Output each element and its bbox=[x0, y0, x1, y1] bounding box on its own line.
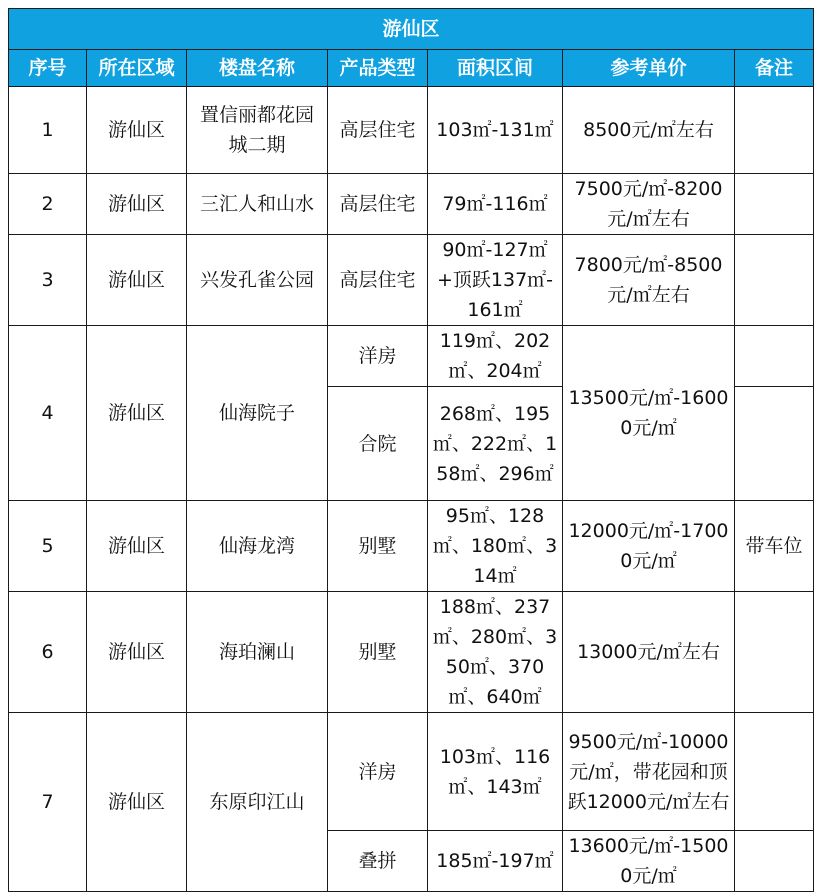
cell-note bbox=[735, 174, 814, 235]
cell-note bbox=[735, 387, 814, 501]
cell-name: 兴发孔雀公园 bbox=[187, 235, 328, 326]
cell-note bbox=[735, 592, 814, 713]
cell-type: 别墅 bbox=[328, 501, 428, 592]
cell-type: 洋房 bbox=[328, 326, 428, 387]
cell-name: 三汇人和山水 bbox=[187, 174, 328, 235]
cell-name: 仙海院子 bbox=[187, 326, 328, 501]
cell-price: 7800元/㎡-8500元/㎡左右 bbox=[563, 235, 735, 326]
header-area: 所在区域 bbox=[87, 50, 187, 87]
cell-note: 带车位 bbox=[735, 501, 814, 592]
cell-name: 海珀澜山 bbox=[187, 592, 328, 713]
cell-no: 1 bbox=[9, 87, 87, 174]
cell-size: 185㎡-197㎡ bbox=[428, 831, 563, 892]
cell-price: 13000元/㎡左右 bbox=[563, 592, 735, 713]
table-row bbox=[9, 174, 814, 235]
header-row bbox=[9, 50, 814, 87]
cell-price: 9500元/㎡-10000元/㎡，带花园和顶跃12000元/㎡左右 bbox=[563, 713, 735, 831]
header-size: 面积区间 bbox=[428, 50, 563, 87]
cell-price: 7500元/㎡-8200元/㎡左右 bbox=[563, 174, 735, 235]
cell-size: 103㎡、116㎡、143㎡ bbox=[428, 713, 563, 831]
cell-note bbox=[735, 326, 814, 387]
cell-size: 119㎡、202㎡、204㎡ bbox=[428, 326, 563, 387]
cell-area: 游仙区 bbox=[87, 87, 187, 174]
cell-type: 高层住宅 bbox=[328, 174, 428, 235]
cell-type: 叠拼 bbox=[328, 831, 428, 892]
cell-size: 95㎡、128㎡、180㎡、314㎡ bbox=[428, 501, 563, 592]
cell-no: 4 bbox=[9, 326, 87, 501]
cell-note bbox=[735, 235, 814, 326]
cell-price: 8500元/㎡左右 bbox=[563, 87, 735, 174]
header-name: 楼盘名称 bbox=[187, 50, 328, 87]
cell-area: 游仙区 bbox=[87, 501, 187, 592]
table-row bbox=[9, 87, 814, 174]
header-note: 备注 bbox=[735, 50, 814, 87]
cell-type: 合院 bbox=[328, 387, 428, 501]
table-row bbox=[9, 235, 814, 326]
cell-no: 3 bbox=[9, 235, 87, 326]
cell-area: 游仙区 bbox=[87, 713, 187, 892]
table-row bbox=[9, 713, 814, 831]
cell-price: 12000元/㎡-17000元/㎡ bbox=[563, 501, 735, 592]
price-table bbox=[8, 8, 814, 892]
table-row bbox=[9, 501, 814, 592]
cell-size: 268㎡、195㎡、222㎡、158㎡、296㎡ bbox=[428, 387, 563, 501]
cell-type: 别墅 bbox=[328, 592, 428, 713]
cell-no: 5 bbox=[9, 501, 87, 592]
table-row bbox=[9, 326, 814, 387]
cell-name: 仙海龙湾 bbox=[187, 501, 328, 592]
header-no: 序号 bbox=[9, 50, 87, 87]
cell-price: 13600元/㎡-15000元/㎡ bbox=[563, 831, 735, 892]
cell-size: 90㎡-127㎡+顶跃137㎡-161㎡ bbox=[428, 235, 563, 326]
cell-size: 103㎡-131㎡ bbox=[428, 87, 563, 174]
header-price: 参考单价 bbox=[563, 50, 735, 87]
cell-type: 高层住宅 bbox=[328, 235, 428, 326]
header-type: 产品类型 bbox=[328, 50, 428, 87]
cell-size: 188㎡、237㎡、280㎡、350㎡、370㎡、640㎡ bbox=[428, 592, 563, 713]
cell-no: 6 bbox=[9, 592, 87, 713]
cell-type: 高层住宅 bbox=[328, 87, 428, 174]
cell-price: 13500元/㎡-16000元/㎡ bbox=[563, 326, 735, 501]
table-title: 游仙区 bbox=[9, 9, 814, 50]
cell-note bbox=[735, 831, 814, 892]
cell-name: 置信丽都花园城二期 bbox=[187, 87, 328, 174]
cell-no: 2 bbox=[9, 174, 87, 235]
cell-area: 游仙区 bbox=[87, 592, 187, 713]
cell-area: 游仙区 bbox=[87, 326, 187, 501]
cell-note bbox=[735, 87, 814, 174]
cell-area: 游仙区 bbox=[87, 235, 187, 326]
cell-type: 洋房 bbox=[328, 713, 428, 831]
cell-note bbox=[735, 713, 814, 831]
cell-name: 东原印江山 bbox=[187, 713, 328, 892]
cell-area: 游仙区 bbox=[87, 174, 187, 235]
cell-no: 7 bbox=[9, 713, 87, 892]
cell-size: 79㎡-116㎡ bbox=[428, 174, 563, 235]
table-row bbox=[9, 592, 814, 713]
